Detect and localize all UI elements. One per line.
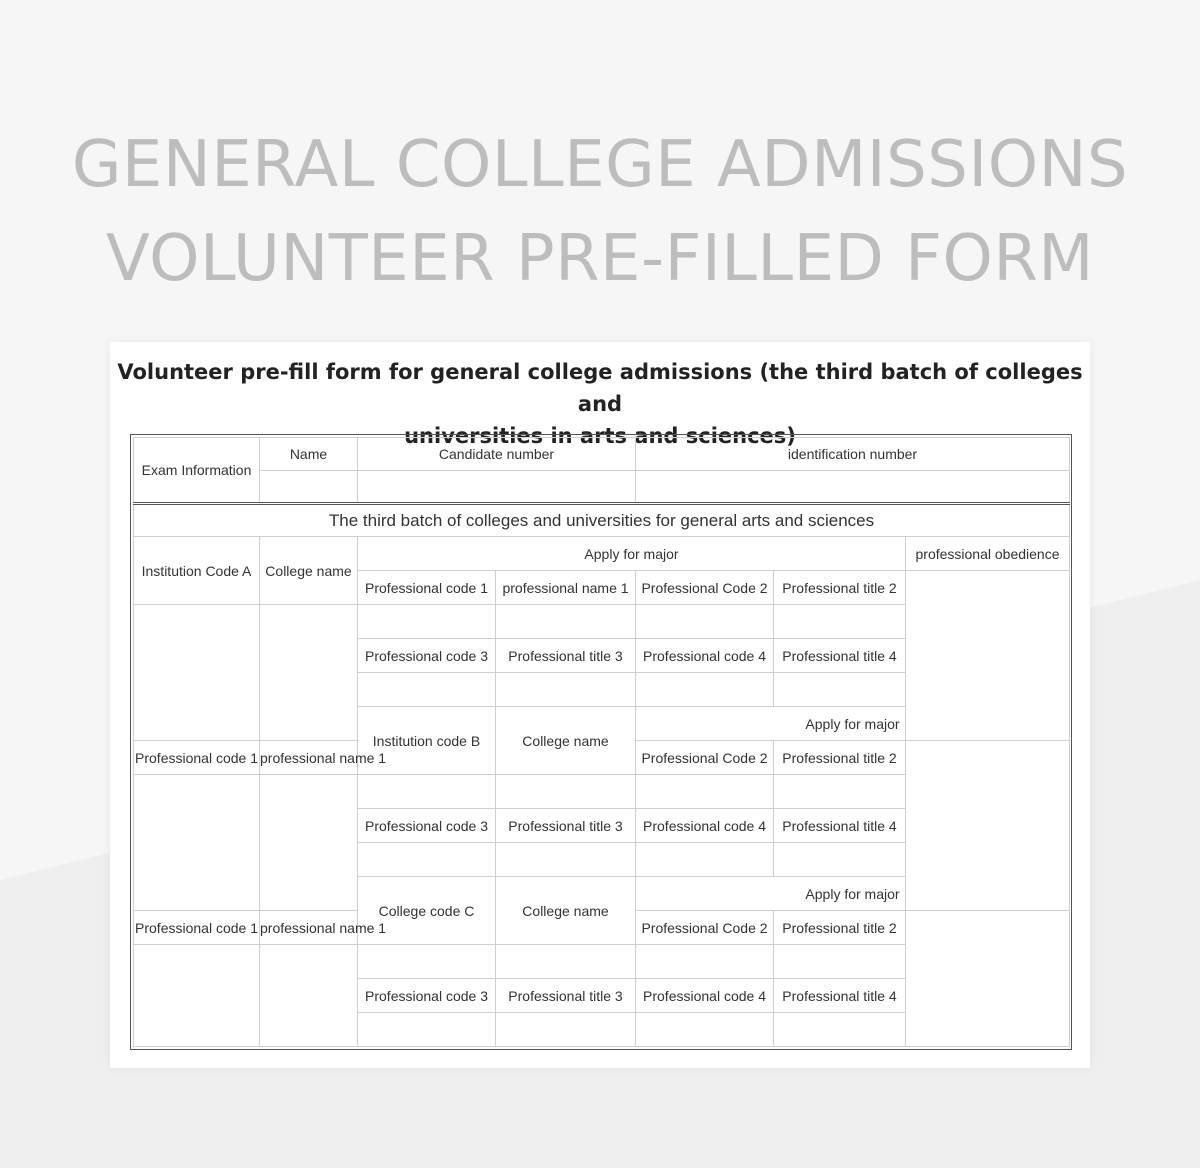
major-c-label-2: professional name 1 [260, 911, 358, 945]
major-c-label-4: Professional title 2 [774, 911, 906, 945]
major-a-label-7: Professional code 4 [636, 639, 774, 673]
form-grid [130, 434, 1072, 1050]
major-a-label-5: Professional code 3 [358, 639, 496, 673]
apply-for-major-c-header: Apply for major [636, 877, 1070, 911]
major-a-input-6[interactable] [496, 673, 636, 707]
major-a-input-2[interactable] [496, 605, 636, 639]
major-a-input-8[interactable] [774, 673, 906, 707]
identification-number-header: identification number [636, 438, 1070, 471]
major-c-input-2[interactable] [496, 945, 636, 979]
major-b-label-5: Professional code 3 [358, 809, 496, 843]
college-code-c-cell[interactable] [134, 945, 260, 1047]
major-c-label-3: Professional Code 2 [636, 911, 774, 945]
major-b-input-5[interactable] [358, 843, 496, 877]
major-b-label-4: Professional title 2 [774, 741, 906, 775]
college-name-a-label: College name [260, 537, 358, 605]
major-b-input-1[interactable] [358, 775, 496, 809]
major-c-label-5: Professional code 3 [358, 979, 496, 1013]
major-b-input-4[interactable] [774, 775, 906, 809]
apply-for-major-b-header: Apply for major [636, 707, 1070, 741]
major-c-input-3[interactable] [636, 945, 774, 979]
institution-code-b-cell[interactable] [134, 775, 260, 911]
college-name-b-cell[interactable] [260, 775, 358, 911]
major-a-input-5[interactable] [358, 673, 496, 707]
major-a-label-3: Professional Code 2 [636, 571, 774, 605]
major-c-input-5[interactable] [358, 1013, 496, 1047]
major-b-input-6[interactable] [496, 843, 636, 877]
college-code-c-label: College code C [358, 877, 496, 945]
professional-obedience-a-header: professional obedience [906, 537, 1070, 571]
major-c-input-8[interactable] [774, 1013, 906, 1047]
major-b-label-1: Professional code 1 [134, 741, 260, 775]
major-b-label-2: professional name 1 [260, 741, 358, 775]
professional-obedience-c-cell[interactable] [906, 911, 1070, 1047]
major-a-input-7[interactable] [636, 673, 774, 707]
candidate-number-header: Candidate number [358, 438, 636, 471]
major-b-input-7[interactable] [636, 843, 774, 877]
major-c-input-1[interactable] [358, 945, 496, 979]
form-title-line-2: universities in arts and sciences) [404, 424, 796, 448]
institution-code-a-label: Institution Code A [134, 537, 260, 605]
identification-number-cell[interactable] [636, 471, 1070, 504]
major-a-label-1: Professional code 1 [358, 571, 496, 605]
batch-banner: The third batch of colleges and universities for general arts and sciences [134, 504, 1070, 537]
major-c-input-4[interactable] [774, 945, 906, 979]
major-b-label-3: Professional Code 2 [636, 741, 774, 775]
page-title [0, 118, 1200, 306]
major-c-input-6[interactable] [496, 1013, 636, 1047]
major-a-label-6: Professional title 3 [496, 639, 636, 673]
exam-information-label: Exam Information [134, 438, 260, 504]
college-name-b-label: College name [496, 707, 636, 775]
college-name-a-cell[interactable] [260, 605, 358, 741]
major-b-input-3[interactable] [636, 775, 774, 809]
major-b-input-8[interactable] [774, 843, 906, 877]
name-cell[interactable] [260, 471, 358, 504]
major-c-input-7[interactable] [636, 1013, 774, 1047]
form-sheet [110, 342, 1090, 1068]
page-title-line-1: GENERAL COLLEGE ADMISSIONS [71, 128, 1129, 202]
form-title-line-1: Volunteer pre-fill form for general college admissions (the third batch of colleges and [117, 360, 1083, 416]
candidate-number-cell[interactable] [358, 471, 636, 504]
major-b-input-2[interactable] [496, 775, 636, 809]
major-c-label-1: Professional code 1 [134, 911, 260, 945]
major-a-input-4[interactable] [774, 605, 906, 639]
major-a-label-2: professional name 1 [496, 571, 636, 605]
major-b-label-6: Professional title 3 [496, 809, 636, 843]
institution-code-a-cell[interactable] [134, 605, 260, 741]
major-c-label-7: Professional code 4 [636, 979, 774, 1013]
major-a-label-4: Professional title 2 [774, 571, 906, 605]
apply-for-major-a-header: Apply for major [358, 537, 906, 571]
major-a-input-1[interactable] [358, 605, 496, 639]
major-c-label-6: Professional title 3 [496, 979, 636, 1013]
major-a-input-3[interactable] [636, 605, 774, 639]
page-title-line-2: VOLUNTEER PRE-FILLED FORM [105, 222, 1095, 296]
college-name-c-cell[interactable] [260, 945, 358, 1047]
major-c-label-8: Professional title 4 [774, 979, 906, 1013]
institution-code-b-label: Institution code B [358, 707, 496, 775]
major-b-label-8: Professional title 4 [774, 809, 906, 843]
major-b-label-7: Professional code 4 [636, 809, 774, 843]
college-name-c-label: College name [496, 877, 636, 945]
admissions-table [133, 437, 1070, 1047]
name-header: Name [260, 438, 358, 471]
major-a-label-8: Professional title 4 [774, 639, 906, 673]
